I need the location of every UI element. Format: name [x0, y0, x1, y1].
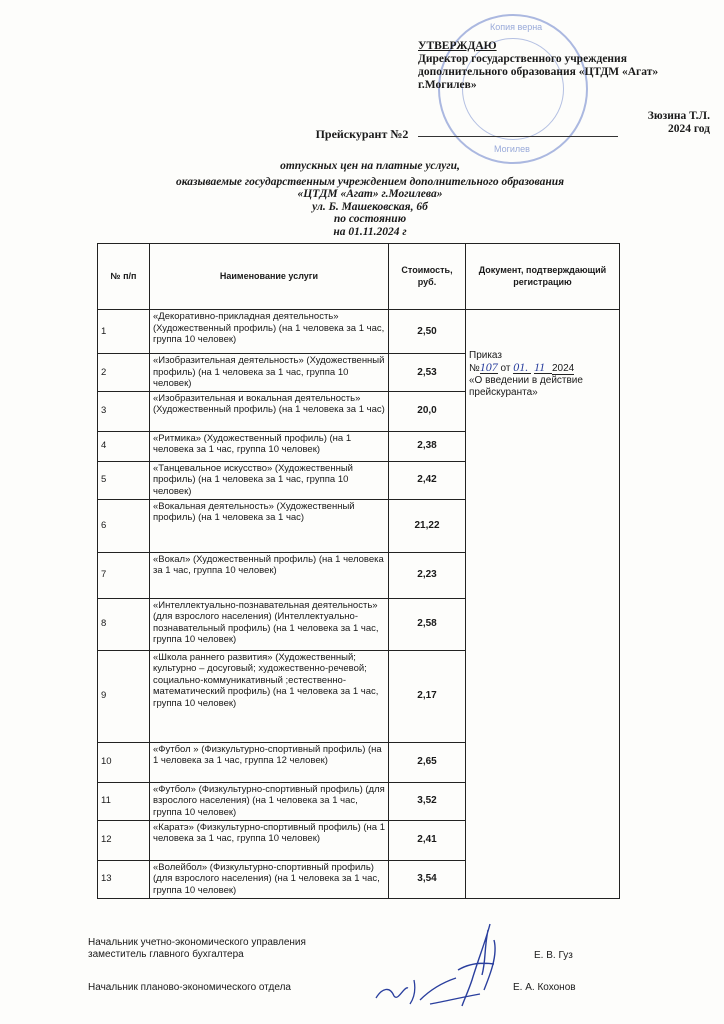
subtitle-line-5: по состоянию	[333, 213, 407, 225]
row-service-name: «Декоративно-прикладная деятельность» (Художественный профиль) (на 1 человека за 1 час, группа 10 человек)	[150, 310, 389, 354]
row-cost: 3,54	[389, 860, 466, 898]
row-service-name: «Вокальная деятельность» (Художественный профиль) (на 1 человека за 1 час)	[150, 499, 389, 552]
row-service-name: «Вокал» (Художественный профиль) (на 1 человека за 1 час, группа 10 человек)	[150, 552, 389, 598]
doc-order-day: 01.	[513, 362, 531, 375]
seal-top-text: Копия верна	[490, 22, 543, 32]
row-number: 13	[98, 860, 150, 898]
row-number: 5	[98, 461, 150, 499]
row-service-name: «Изобразительная и вокальная деятельность» (Художественный профиль) (на 1 человека за 1 час)	[150, 391, 389, 431]
row-cost: 20,0	[389, 391, 466, 431]
footer-role-2: Начальник планово-экономического отдела	[88, 982, 291, 993]
doc-order-number: 107	[479, 359, 498, 374]
row-service-name: «Школа раннего развития» (Художественный; культурно – досуговый; художественно-речевой; социально-коммуникативный ;естественно-математический профиль) (на 1 человека за 1 час, группа 10 человек)	[150, 650, 389, 742]
table-header-row	[98, 244, 620, 310]
table-row	[98, 310, 620, 354]
row-cost: 2,58	[389, 598, 466, 650]
row-service-name: «Интеллектуально-познавательная деятельность» (для взрослого населения) (Интеллектуально-познавательный профиль) (на 1 человека за 1 час, группа 10 человек)	[150, 598, 389, 650]
row-number: 10	[98, 742, 150, 782]
row-service-name: «Футбол» (Физкультурно-спортивный профиль) (для взрослого населения) (на 1 человека за 1 час, группа 10 человек)	[150, 782, 389, 820]
subtitle-line-6: на 01.11.2024 г	[333, 225, 407, 238]
registration-document-cell	[466, 310, 620, 899]
row-number: 4	[98, 431, 150, 461]
footer-name-2: Е. А. Кохонов	[513, 982, 576, 993]
signature-mark-2	[370, 968, 490, 1008]
row-cost: 2,41	[389, 820, 466, 860]
row-number: 6	[98, 499, 150, 552]
row-service-name: «Волейбол» (Физкультурно-спортивный профиль) (для взрослого населения) (на 1 человека за 1 час, группа 10 человек)	[150, 860, 389, 898]
row-number: 8	[98, 598, 150, 650]
doc-order-title: «О введении в действие прейскуранта»	[469, 375, 583, 398]
doc-order-label: Приказ	[469, 350, 502, 361]
row-service-name: «Ритмика» (Художественный профиль) (на 1 человека за 1 час, группа 10 человек)	[150, 431, 389, 461]
document-subtitle	[120, 160, 620, 238]
approver-name: Зюзина Т.Л.	[647, 110, 710, 122]
row-service-name: «Футбол » (Физкультурно-спортивный профиль) (на 1 человека за 1 час, группа 12 человек)	[150, 742, 389, 782]
approval-year: 2024 год	[667, 123, 710, 135]
footer-role-1-line-1: Начальник учетно-экономического управления	[88, 937, 306, 948]
approval-block	[418, 40, 718, 92]
header-document: Документ, подтверждающий регистрацию	[466, 244, 620, 310]
footer-signatory-1	[88, 937, 306, 961]
subtitle-line-2: оказываемые государственным учреждением дополнительного образования	[175, 175, 565, 188]
approval-organization: дополнительного образования «ЦТДМ «Агат»	[418, 66, 659, 78]
row-cost: 2,17	[389, 650, 466, 742]
page-title: Прейскурант №2	[315, 127, 409, 141]
approval-city: г.Могилев»	[418, 79, 477, 91]
price-table	[97, 243, 620, 899]
header-service: Наименование услуги	[150, 244, 389, 310]
row-number: 7	[98, 552, 150, 598]
row-cost: 2,53	[389, 354, 466, 392]
footer-role-1-line-2: заместитель главного бухгалтера	[88, 949, 244, 960]
row-service-name: «Каратэ» (Физкультурно-спортивный профиль) (на 1 человека за 1 час, группа 10 человек)	[150, 820, 389, 860]
row-number: 2	[98, 354, 150, 392]
approval-heading: УТВЕРЖДАЮ	[418, 40, 497, 52]
subtitle-line-1: отпускных цен на платные услуги,	[280, 160, 460, 172]
row-cost: 2,23	[389, 552, 466, 598]
row-number: 11	[98, 782, 150, 820]
header-number: № п/п	[98, 244, 150, 310]
doc-from-label: от	[500, 362, 511, 374]
seal-bottom-text: Могилев	[494, 144, 530, 154]
row-cost: 21,22	[389, 499, 466, 552]
row-cost: 2,65	[389, 742, 466, 782]
subtitle-line-4: ул. Б. Машековская, 6б	[312, 200, 428, 213]
row-number: 12	[98, 820, 150, 860]
subtitle-line-3: «ЦТДМ «Агат» г.Могилева»	[297, 188, 443, 200]
row-cost: 2,42	[389, 461, 466, 499]
row-number: 9	[98, 650, 150, 742]
row-cost: 2,38	[389, 431, 466, 461]
row-cost: 2,50	[389, 310, 466, 354]
doc-order-year: 2024	[552, 362, 575, 374]
doc-number-prefix: №	[469, 362, 480, 374]
row-service-name: «Изобразительная деятельность» (Художественный профиль) (на 1 человека за 1 час, группа 10 человек)	[150, 354, 389, 392]
approval-position: Директор государственного учреждения	[418, 53, 627, 65]
row-number: 3	[98, 391, 150, 431]
header-cost: Стоимость, руб.	[389, 244, 466, 310]
row-service-name: «Танцевальное искусство» (Художественный профиль) (на 1 человека за 1 час, группа 10 человек)	[150, 461, 389, 499]
footer-name-1: Е. В. Гуз	[534, 950, 573, 961]
doc-order-month: 11	[534, 362, 552, 375]
doc-order-number-line	[469, 359, 616, 376]
row-number: 1	[98, 310, 150, 354]
row-cost: 3,52	[389, 782, 466, 820]
